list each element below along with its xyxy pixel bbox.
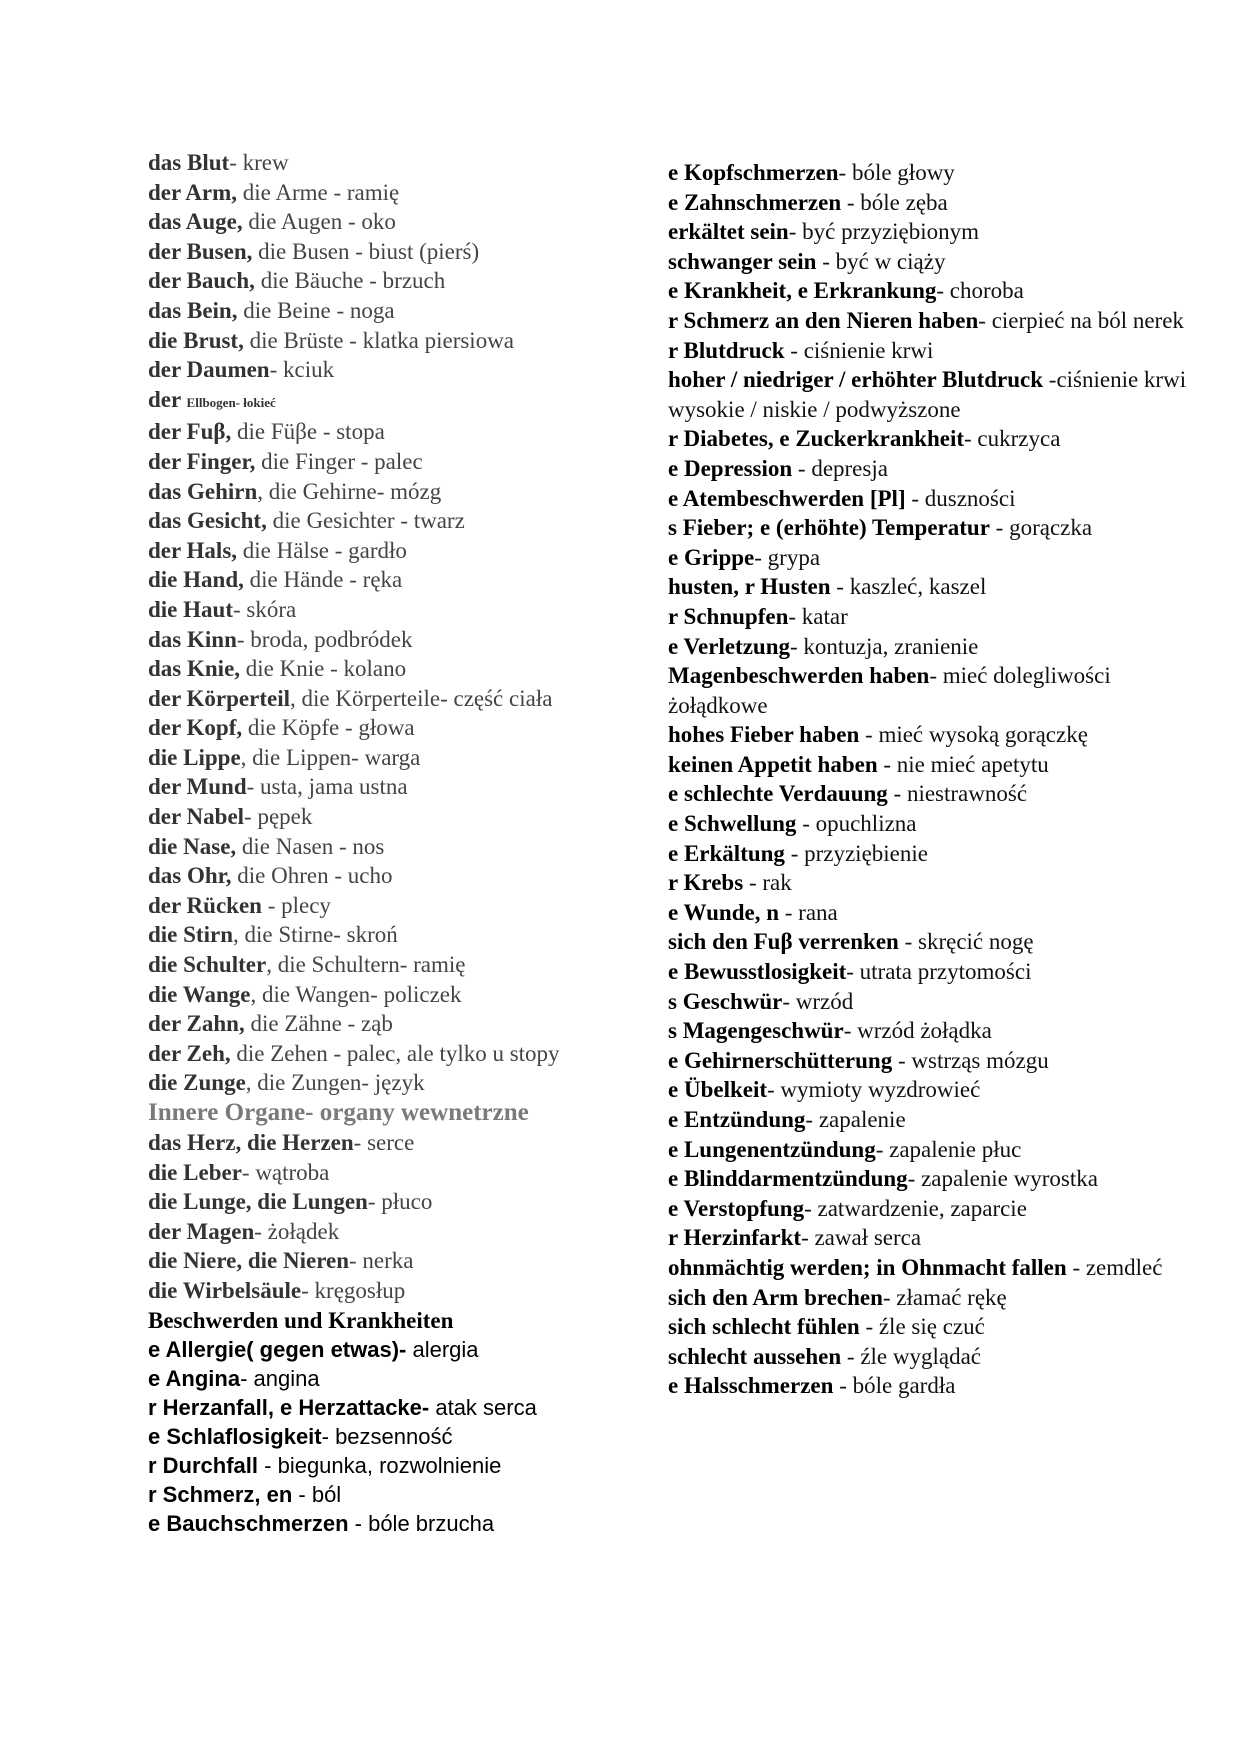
organs-list (148, 1128, 648, 1306)
body-part-entry (148, 385, 648, 418)
term: e schlechte Verdauung (668, 781, 888, 807)
term: Magenbeschwerden haben (668, 663, 930, 689)
translation: die Augen - oko (242, 209, 396, 235)
illness-entry (668, 484, 1208, 514)
body-part-entry (148, 178, 648, 208)
translation: die Hälse - gardło (237, 537, 407, 563)
term: das Ohr, (148, 863, 232, 889)
complaints-heading: Beschwerden und Krankheiten (148, 1307, 454, 1333)
term: der Daumen (148, 357, 270, 383)
illness-entry (668, 365, 1208, 424)
translation: - zapalenie (805, 1107, 906, 1132)
illness-entry (668, 1105, 1208, 1135)
term: e Angina (148, 1365, 241, 1391)
body-part-entry (148, 891, 648, 921)
translation: - kontuzja, zranienie (790, 633, 979, 659)
term: schlecht aussehen (668, 1343, 842, 1369)
term: das Bein, (148, 297, 238, 323)
translation: - ból (292, 1481, 342, 1507)
translation: - serce (353, 1130, 415, 1155)
translation: - usta, jama ustna (246, 774, 408, 800)
translation: - bezsenność (321, 1423, 453, 1449)
body-part-entry (148, 980, 648, 1010)
term: e Verstopfung (668, 1195, 805, 1221)
translation: - być przyziębionym (788, 219, 980, 245)
translation: - angina (240, 1365, 320, 1391)
translation: alergia (412, 1336, 479, 1362)
body-part-entry (148, 743, 648, 773)
body-part-entry (148, 920, 648, 950)
term: e Blinddarmentzündung (668, 1166, 908, 1192)
translation: , die Stirne- skroń (232, 922, 398, 948)
translation: - źle wyglądać (841, 1343, 981, 1369)
organ-entry (148, 1128, 648, 1158)
translation: - wątroba (241, 1159, 330, 1185)
term: r Herzanfall, e Herzattacke- (148, 1394, 436, 1420)
term: hoher / niedriger / erhöhter Blutdruck (668, 367, 1044, 393)
illness-entry (668, 306, 1208, 336)
illness-entry (668, 1312, 1208, 1342)
term: der Zahn, (148, 1011, 245, 1037)
term: r Schmerz an den Nieren haben (668, 307, 979, 333)
illness-entry (668, 424, 1208, 454)
term: die Nase, (148, 833, 237, 859)
translation: - zapalenie płuc (875, 1136, 1022, 1162)
body-part-entry (148, 595, 648, 625)
body-part-entry (148, 713, 648, 743)
complaint-entry (148, 1335, 648, 1364)
translation: , die Schultern- ramię (266, 952, 466, 978)
translation: - kręgosłup (301, 1277, 406, 1303)
term: das Blut (148, 150, 230, 175)
illness-entry (668, 247, 1208, 277)
complaint-entry (148, 1451, 648, 1480)
translation: die Köpfe - głowa (242, 715, 415, 741)
illness-entry (668, 632, 1208, 662)
translation: - mieć wysoką gorączkę (859, 722, 1088, 748)
translation: - bóle gardła (833, 1373, 956, 1399)
term: schwanger sein (668, 248, 817, 274)
term: der Magen (148, 1218, 255, 1244)
body-part-entry (148, 207, 648, 237)
term: e Kopfschmerzen (668, 160, 839, 185)
illness-entry (668, 276, 1208, 306)
complaint-entry (148, 1480, 648, 1509)
translation: - skręcić nogę (898, 929, 1034, 955)
translation: - bóle zęba (841, 189, 948, 215)
translation: die Busen - biust (pierś) (252, 238, 480, 264)
body-part-entry (148, 684, 648, 714)
term: s Geschwür (668, 988, 783, 1014)
illness-entry (668, 987, 1208, 1017)
term: r Diabetes, e Zuckerkrankheit (668, 426, 965, 452)
translation: - kciuk (269, 357, 335, 383)
body-part-entry (148, 861, 648, 891)
translation: - plecy (261, 892, 331, 918)
term: der Hals, (148, 537, 238, 563)
translation: - katar (788, 603, 848, 629)
body-part-entry (148, 447, 648, 477)
body-part-entry (148, 1009, 648, 1039)
translation: - krew (229, 150, 289, 175)
translation: - opuchlizna (796, 811, 917, 837)
body-part-entry (148, 1039, 648, 1069)
term: sich schlecht fühlen (668, 1314, 860, 1340)
term: das Herz, die Herzen (148, 1130, 354, 1155)
term: s Fieber; e (erhöhte) Temperatur (668, 515, 990, 541)
illness-entry (668, 1223, 1208, 1253)
body-part-entry (148, 477, 648, 507)
term: der Fuβ, (148, 419, 232, 445)
complaints-list (148, 1335, 648, 1538)
term: hohes Fieber haben (668, 722, 860, 748)
term: e Schwellung (668, 811, 797, 837)
translation: - wrzód żołądka (843, 1018, 992, 1044)
term: e Bauchschmerzen (148, 1510, 349, 1536)
term: e Depression (668, 455, 793, 481)
illness-entry (668, 543, 1208, 573)
term: e Halsschmerzen (668, 1373, 834, 1399)
translation: die Arme - ramię (237, 179, 400, 205)
illness-entry (668, 1046, 1208, 1076)
translation: - choroba (936, 278, 1024, 304)
translation: - rak (743, 870, 792, 896)
organs-heading: Innere Organe- organy wewnetrzne (148, 1099, 529, 1126)
illness-entry (668, 602, 1208, 632)
term: die Brust, (148, 327, 244, 353)
translation: - gorączka (989, 515, 1093, 541)
translation: - utrata przytomości (846, 959, 1032, 985)
body-part-entry (148, 536, 648, 566)
organ-entry (148, 1276, 648, 1306)
body-part-entry (148, 1068, 648, 1098)
term: das Kinn (148, 626, 237, 652)
translation: - bóle głowy (838, 160, 955, 185)
illness-entry (668, 1164, 1208, 1194)
translation: - nie mieć apetytu (877, 751, 1049, 777)
translation: - grypa (754, 544, 821, 570)
term: e Atembeschwerden [Pl] (668, 485, 906, 511)
body-part-entry (148, 417, 648, 447)
illness-entry (668, 868, 1208, 898)
translation: - żołądek (254, 1218, 340, 1244)
term: sich den Fuβ verrenken (668, 929, 899, 955)
term: e Lungenentzündung (668, 1136, 876, 1162)
term: e Entzündung (668, 1107, 806, 1132)
translation: die Bäuche - brzuch (254, 268, 446, 294)
term: ohnmächtig werden; in Ohnmacht fallen (668, 1254, 1067, 1280)
translation: - depresja (792, 455, 888, 481)
translation: die Ohren - ucho (231, 863, 393, 889)
translation: die Zähne - ząb (244, 1011, 393, 1037)
illness-entry (668, 1283, 1208, 1313)
term: die Leber (148, 1159, 242, 1185)
term: der Körperteil (148, 685, 290, 711)
term: e Zahnschmerzen (668, 189, 842, 215)
term: r Schmerz, en (148, 1481, 293, 1507)
complaint-entry (148, 1393, 648, 1422)
term: der Arm, (148, 179, 238, 205)
term: die Lippe (148, 744, 241, 770)
term: das Auge, (148, 209, 243, 235)
illness-entry (668, 957, 1208, 987)
body-part-entry (148, 950, 648, 980)
term: die Haut (148, 596, 233, 622)
body-parts-list (148, 148, 648, 1098)
term: der (148, 386, 187, 412)
translation: - rana (779, 899, 838, 925)
complaint-entry (148, 1364, 648, 1393)
illness-entry (668, 336, 1208, 366)
illness-entry (668, 1194, 1208, 1224)
translation: - przyziębienie (784, 840, 928, 866)
body-part-entry (148, 326, 648, 356)
translation: die Gesichter - twarz (266, 508, 465, 534)
term: der Zeh, (148, 1040, 231, 1066)
illness-entry (668, 720, 1208, 750)
term: e Schlaflosigkeit (148, 1423, 322, 1449)
illness-entry (668, 779, 1208, 809)
term: das Knie, (148, 656, 241, 682)
illness-entry (668, 1253, 1208, 1283)
term-small: Ellbogen- łokieć (186, 394, 276, 410)
translation: - biegunka, rozwolnienie (258, 1452, 502, 1478)
illness-entry (668, 217, 1208, 247)
translation: - broda, podbródek (236, 626, 413, 652)
body-part-entry (148, 296, 648, 326)
translation: - źle się czuć (859, 1314, 985, 1340)
term: die Lunge, die Lungen (148, 1189, 368, 1215)
translation: - zawał serca (801, 1225, 922, 1251)
illness-entry (668, 1371, 1208, 1401)
body-part-entry (148, 237, 648, 267)
body-part-entry (148, 506, 648, 536)
illness-entry (668, 1135, 1208, 1165)
organ-entry (148, 1187, 648, 1217)
illness-entry (668, 572, 1208, 602)
term: husten, r Husten (668, 574, 831, 600)
illness-entry (668, 661, 1208, 720)
translation: - niestrawność (887, 781, 1028, 807)
translation: - być w ciąży (816, 248, 946, 274)
term: e Übelkeit (668, 1077, 768, 1103)
term: der Finger, (148, 448, 256, 474)
term: der Nabel (148, 804, 245, 830)
term: e Allergie( gegen etwas)- (148, 1336, 413, 1362)
translation: , die Zungen- język (245, 1070, 425, 1096)
illness-entry (668, 1342, 1208, 1372)
body-part-entry (148, 266, 648, 296)
translation: atak serca (435, 1394, 537, 1420)
organ-entry (148, 1217, 648, 1247)
term: die Schulter (148, 952, 267, 978)
term: der Busen, (148, 238, 253, 264)
body-part-entry (148, 355, 648, 385)
translation: - wstrząs mózgu (892, 1047, 1049, 1073)
term: r Blutdruck (668, 337, 785, 363)
illness-entry (668, 750, 1208, 780)
term: e Erkältung (668, 840, 785, 866)
translation: , die Gehirne- mózg (257, 478, 442, 504)
term: keinen Appetit haben (668, 751, 878, 777)
term: r Schnupfen (668, 603, 789, 629)
translation: die Zehen - palec, ale tylko u stopy (230, 1040, 560, 1066)
translation: -ciśnienie krwi wysokie / niskie / podwyższone (668, 367, 1187, 422)
illness-entry (668, 188, 1208, 218)
illness-entry (668, 1016, 1208, 1046)
term: e Grippe (668, 544, 755, 570)
organ-entry (148, 1158, 648, 1188)
translation: - złamać rękę (882, 1284, 1007, 1310)
term: das Gesicht, (148, 508, 267, 534)
right-column (668, 158, 1208, 1401)
translation: - zapalenie wyrostka (907, 1166, 1098, 1192)
translation: die Beine - noga (237, 297, 395, 323)
translation: - bóle brzucha (348, 1510, 495, 1536)
translation: - ciśnienie krwi (784, 337, 934, 363)
term: r Krebs (668, 870, 744, 896)
translation: die Knie - kolano (240, 656, 407, 682)
illness-entry (668, 513, 1208, 543)
illness-entry (668, 809, 1208, 839)
body-part-entry (148, 565, 648, 595)
translation: die Nasen - nos (236, 833, 385, 859)
term: die Niere, die Nieren (148, 1248, 349, 1274)
term: die Hand, (148, 567, 244, 593)
translation: , die Körperteile- część ciała (290, 685, 553, 711)
term: das Gehirn (148, 478, 258, 504)
translation: - zemdleć (1066, 1254, 1163, 1280)
complaint-entry (148, 1422, 648, 1451)
illness-entry (668, 839, 1208, 869)
translation: - wymioty wyzdrowieć (767, 1077, 981, 1103)
translation: - nerka (349, 1248, 414, 1274)
translation: , die Lippen- warga (240, 744, 421, 770)
translation: die Brüste - klatka piersiowa (243, 327, 515, 353)
body-part-entry (148, 772, 648, 802)
body-part-entry (148, 625, 648, 655)
term: der Rücken (148, 892, 262, 918)
term: der Kopf, (148, 715, 243, 741)
complaint-entry (148, 1509, 648, 1538)
translation: - kaszleć, kaszel (830, 574, 987, 600)
illness-entry (668, 1075, 1208, 1105)
term: erkältet sein (668, 219, 789, 245)
translation: - duszności (905, 485, 1016, 511)
term: e Wunde, n (668, 899, 780, 925)
term: sich den Arm brechen (668, 1284, 883, 1310)
term: e Bewusstlosigkeit (668, 959, 847, 985)
translation: - cierpieć na ból nerek (978, 307, 1184, 333)
translation: - skóra (232, 596, 297, 622)
left-column (148, 148, 648, 1538)
translation: - cukrzyca (964, 426, 1061, 452)
illness-entry (668, 454, 1208, 484)
organ-entry (148, 1246, 648, 1276)
term: die Wirbelsäule (148, 1277, 302, 1303)
translation: - pępek (244, 804, 313, 830)
translation: , die Wangen- policzek (250, 981, 462, 1007)
term: e Krankheit, e Erkrankung (668, 278, 937, 304)
term: die Zunge (148, 1070, 246, 1096)
term: die Wange (148, 981, 251, 1007)
term: der Mund (148, 774, 247, 800)
translation: - mieć dolegliwości żołądkowe (668, 663, 1111, 718)
body-part-entry (148, 148, 648, 178)
body-part-entry (148, 654, 648, 684)
term: e Verletzung (668, 633, 791, 659)
term: r Herzinfarkt (668, 1225, 802, 1251)
translation: - zatwardzenie, zaparcie (804, 1195, 1027, 1221)
body-part-entry (148, 832, 648, 862)
illness-entry (668, 927, 1208, 957)
term: s Magengeschwür (668, 1018, 844, 1044)
term: der Bauch, (148, 268, 255, 294)
illness-entry (668, 898, 1208, 928)
illness-entry (668, 158, 1208, 188)
translation: die Füβe - stopa (231, 419, 385, 445)
body-part-entry (148, 802, 648, 832)
term: die Stirn (148, 922, 233, 948)
translation: die Finger - palec (255, 448, 423, 474)
term: r Durchfall (148, 1452, 259, 1478)
translation: - płuco (367, 1189, 433, 1215)
term: e Gehirnerschütterung (668, 1047, 893, 1073)
translation: - wrzód (782, 988, 854, 1014)
translation: die Hände - ręka (243, 567, 403, 593)
